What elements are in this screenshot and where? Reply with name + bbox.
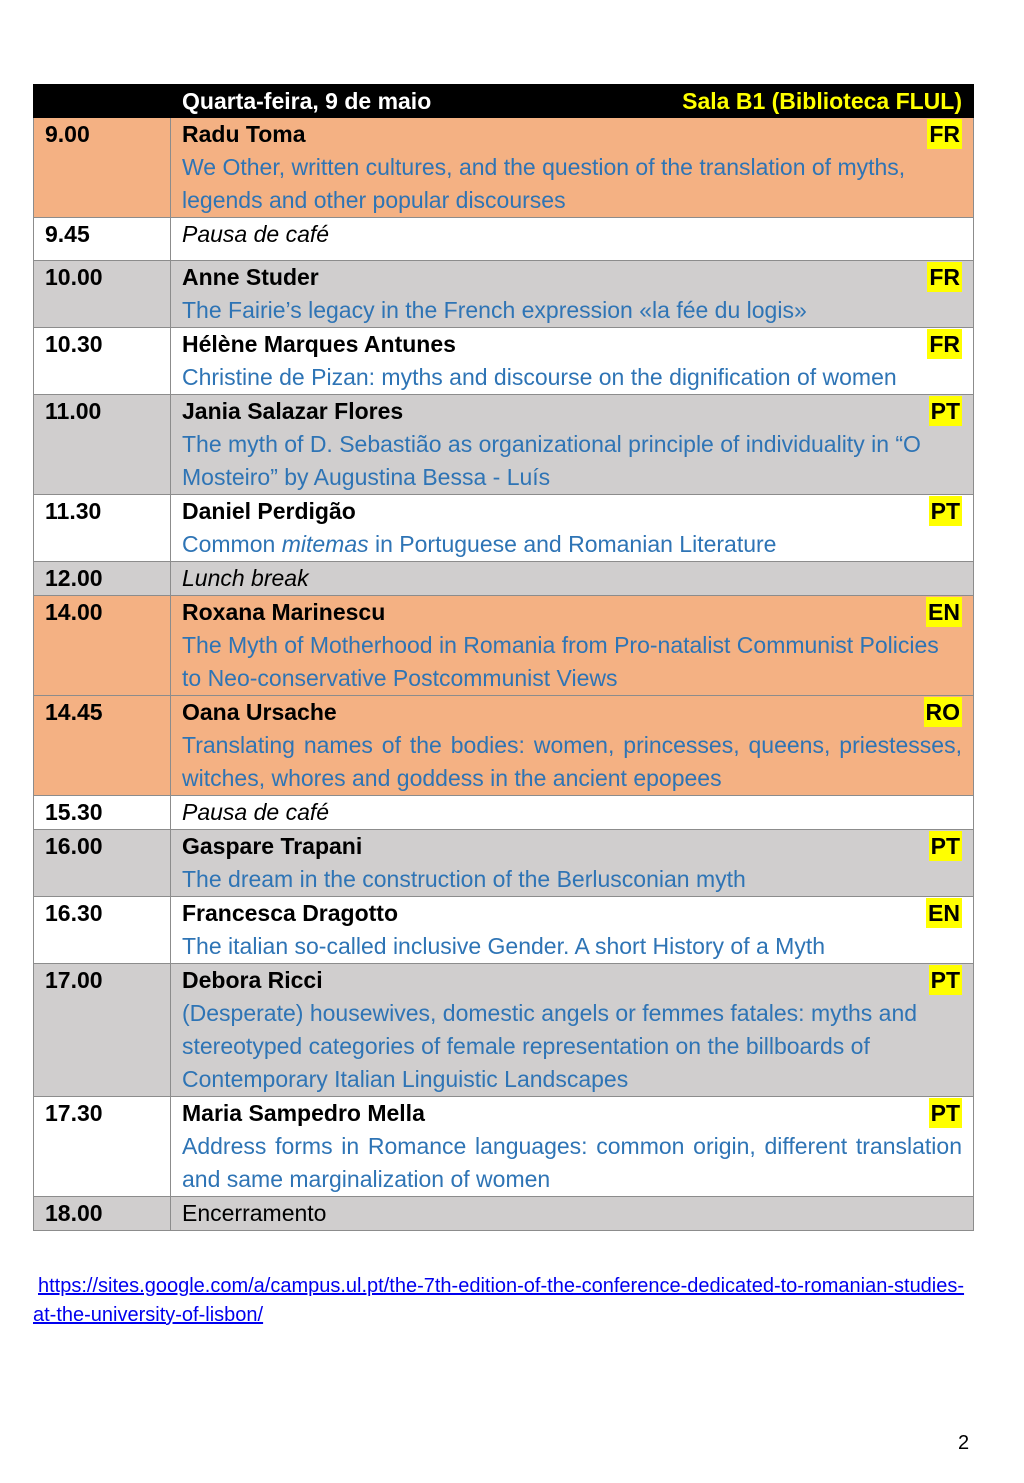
session-time: 10.30 <box>34 328 171 395</box>
talk-title: The Fairie’s legacy in the French expression «la fée du logis» <box>182 297 807 323</box>
session-details <box>171 964 974 1097</box>
break-row <box>34 562 974 596</box>
break-row <box>34 796 974 830</box>
language-badge: RO <box>925 699 960 725</box>
talk-title: (Desperate) housewives, domestic angels or femmes fatales: myths and stereotyped categories of female representation on the billboards of Contemporary Italian Linguistic Landscapes <box>182 1000 918 1092</box>
speaker-name: Maria Sampedro Mella <box>182 1100 425 1126</box>
session-time: 17.00 <box>34 964 171 1097</box>
session-time: 16.30 <box>34 897 171 964</box>
session-time: 16.00 <box>34 830 171 897</box>
talk-title: The myth of D. Sebastião as organizational principle of individuality in “O Mosteiro” by Augustina Bessa - Luís <box>182 431 921 490</box>
session-time: 12.00 <box>34 562 171 596</box>
session-row <box>34 897 974 964</box>
session-details <box>171 696 974 796</box>
session-row <box>34 596 974 696</box>
speaker-name: Jania Salazar Flores <box>182 398 404 424</box>
speaker-name: Daniel Perdigão <box>182 498 356 524</box>
header-main-cell <box>171 85 974 118</box>
closing-label: Encerramento <box>171 1197 974 1231</box>
speaker-name: Roxana Marinescu <box>182 599 386 625</box>
talk-title: Christine de Pizan: myths and discourse on the dignification of women <box>182 364 897 390</box>
session-time: 14.45 <box>34 696 171 796</box>
talk-title-part: Common <box>182 531 282 557</box>
session-details <box>171 118 974 218</box>
session-time: 10.00 <box>34 261 171 328</box>
talk-title: The Myth of Motherhood in Romania from Pro-natalist Communist Policies to Neo-conservative Postcommunist Views <box>182 632 939 691</box>
talk-title-part: in Portuguese and Romanian Literature <box>368 531 777 557</box>
session-row <box>34 118 974 218</box>
session-time: 15.30 <box>34 796 171 830</box>
break-row <box>34 218 974 261</box>
language-badge: EN <box>928 900 960 926</box>
talk-title: The dream in the construction of the Berlusconian myth <box>182 866 746 892</box>
language-badge: PT <box>930 833 960 859</box>
session-details <box>171 395 974 495</box>
speaker-name: Debora Ricci <box>182 967 323 993</box>
language-badge: PT <box>930 967 960 993</box>
session-row <box>34 328 974 395</box>
session-row <box>34 395 974 495</box>
speaker-name: Oana Ursache <box>182 699 337 725</box>
session-time: 17.30 <box>34 1097 171 1197</box>
session-details <box>171 328 974 395</box>
language-badge: FR <box>929 121 960 147</box>
speaker-name: Anne Studer <box>182 264 319 290</box>
session-row <box>34 495 974 562</box>
session-row <box>34 1097 974 1197</box>
talk-title: Address forms in Romance languages: common origin, different translation and same marginalization of women <box>182 1133 962 1192</box>
speaker-name: Hélène Marques Antunes <box>182 331 456 357</box>
speaker-name: Radu Toma <box>182 121 306 147</box>
language-badge: PT <box>930 498 960 524</box>
talk-title: The italian so-called inclusive Gender. A short History of a Myth <box>182 933 826 959</box>
page-number: 2 <box>958 1432 970 1454</box>
talk-title-emphasis: mitemas <box>281 531 369 557</box>
session-row <box>34 830 974 897</box>
session-row <box>34 261 974 328</box>
session-time: 11.00 <box>34 395 171 495</box>
speaker-name: Francesca Dragotto <box>182 900 399 926</box>
session-time: 14.00 <box>34 596 171 696</box>
session-time: 18.00 <box>34 1197 171 1231</box>
talk-title <box>182 528 962 561</box>
language-badge: EN <box>928 599 960 625</box>
language-badge: PT <box>930 1100 960 1126</box>
session-row <box>34 964 974 1097</box>
session-time: 9.45 <box>34 218 171 261</box>
session-details <box>171 261 974 328</box>
header-time-cell <box>34 85 171 118</box>
session-time: 9.00 <box>34 118 171 218</box>
language-badge: FR <box>929 331 960 357</box>
talk-title: Translating names of the bodies: women, princesses, queens, priestesses, witches, whores and goddess in the ancient epopees <box>182 732 962 791</box>
session-details <box>171 1097 974 1197</box>
break-label: Lunch break <box>171 562 974 596</box>
session-details <box>171 830 974 897</box>
session-details <box>171 495 974 562</box>
talk-title: We Other, written cultures, and the question of the translation of myths, legends and other popular discourses <box>182 154 906 213</box>
break-label: Pausa de café <box>171 796 974 830</box>
language-badge: PT <box>930 398 960 424</box>
schedule-header-row <box>34 85 974 118</box>
room-label: Sala B1 (Biblioteca FLUL) <box>682 88 962 114</box>
break-label: Pausa de café <box>171 218 974 261</box>
closing-row <box>34 1197 974 1231</box>
speaker-name: Gaspare Trapani <box>182 833 363 859</box>
conference-website-link[interactable]: https://sites.google.com/a/campus.ul.pt/the-7th-edition-of-the-conference-dedicated-to-romanian-studies-at-the-university-of-lisbon/ <box>33 1275 965 1326</box>
schedule-table <box>33 84 974 1231</box>
language-badge: FR <box>929 264 960 290</box>
session-details <box>171 897 974 964</box>
session-time: 11.30 <box>34 495 171 562</box>
session-details <box>171 596 974 696</box>
day-label: Quarta-feira, 9 de maio <box>182 88 432 114</box>
session-row <box>34 696 974 796</box>
